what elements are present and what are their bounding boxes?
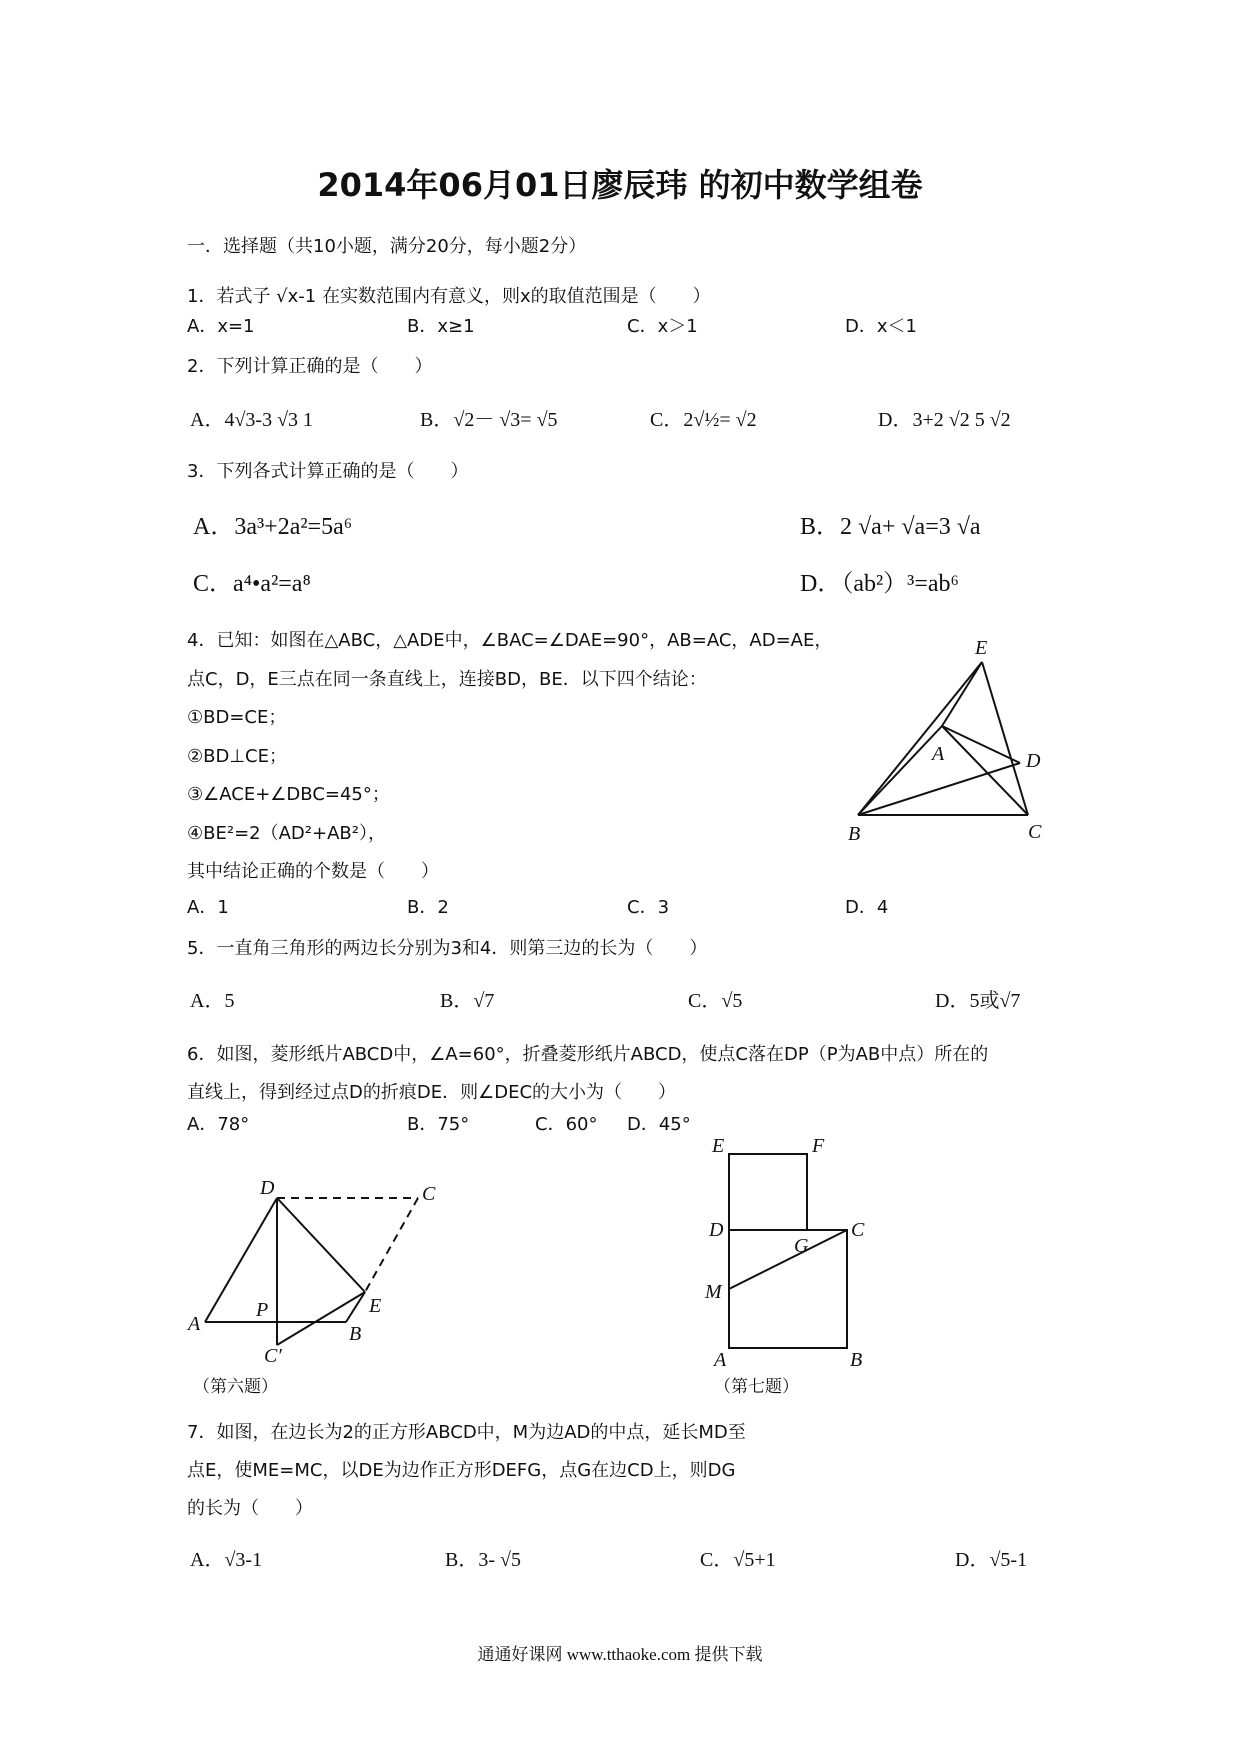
q4-line-1: 4．已知：如图在△ABC，△ADE中，∠BAC=∠DAE=90°，AB=AC，AD=AE， — [187, 630, 833, 651]
q7-option-a: A．√3-1 — [190, 1549, 263, 1571]
section-heading: 一．选择题（共10小题，满分20分，每小题2分） — [187, 236, 587, 257]
q4-conclusion-1: ①BD=CE； — [187, 707, 287, 728]
q5-option-c: C．√5 — [688, 990, 743, 1012]
q6-option-b: B．75° — [407, 1114, 470, 1135]
q4-option-b: B．2 — [407, 897, 449, 918]
q6-option-a: A．78° — [187, 1114, 250, 1135]
q4-label-d: D — [1026, 750, 1041, 772]
q1-option-c: C．x＞1 — [627, 316, 698, 337]
q3-option-b: B．2 √a+ √a=3 √a — [800, 514, 981, 540]
q6-label-c-prime: C′ — [264, 1345, 282, 1367]
q4-label-c: C — [1028, 821, 1042, 843]
q6-label-b: B — [349, 1323, 362, 1345]
q7-label-d: D — [709, 1219, 724, 1241]
q6-caption: （第六题） — [193, 1377, 278, 1396]
q7-line-2: 点E，使ME=MC，以DE为边作正方形DEFG，点G在边CD上，则DG — [187, 1460, 736, 1481]
q4-conclusion-2: ②BD⊥CE； — [187, 746, 287, 767]
q2-option-d: D．3+2 √2 5 √2 — [878, 409, 1011, 431]
q2-option-c: C．2√½= √2 — [650, 409, 757, 431]
q5-option-d: D．5或√7 — [935, 990, 1021, 1012]
q2-option-b: B．√2－ √3= √5 — [420, 409, 558, 431]
q3-stem: 3．下列各式计算正确的是（ ） — [187, 461, 469, 482]
q6-label-d: D — [260, 1177, 275, 1199]
q6-label-e: E — [369, 1295, 382, 1317]
q7-label-f: F — [812, 1135, 825, 1157]
q4-label-b: B — [848, 823, 861, 845]
q4-option-a: A．1 — [187, 897, 229, 918]
q6-line-1: 6．如图，菱形纸片ABCD中，∠A=60°，折叠菱形纸片ABCD，使点C落在DP（P为AB中点）所在的 — [187, 1044, 989, 1065]
page-title: 2014年06月01日廖辰玮 的初中数学组卷 — [317, 166, 923, 204]
q6-label-a: A — [188, 1313, 201, 1335]
q6-line-2: 直线上，得到经过点D的折痕DE．则∠DEC的大小为（ ） — [187, 1082, 677, 1103]
q4-label-e: E — [975, 637, 988, 659]
q4-conclusion-3: ③∠ACE+∠DBC=45°； — [187, 784, 390, 805]
q1-stem: 1．若式子 √x-1 在实数范围内有意义，则x的取值范围是（ ） — [187, 286, 711, 307]
q4-option-c: C．3 — [627, 897, 670, 918]
q7-line-3: 的长为（ ） — [187, 1498, 313, 1519]
q3-option-c: C．a⁴•a²=a⁸ — [193, 571, 311, 597]
q4-line-2: 点C，D，E三点在同一条直线上，连接BD，BE．以下四个结论： — [187, 669, 707, 690]
q3-option-d: D．（ab²）³=ab⁶ — [800, 571, 959, 597]
q4-question: 其中结论正确的个数是（ ） — [187, 861, 439, 882]
q7-caption: （第七题） — [714, 1377, 799, 1396]
q7-label-m: M — [705, 1281, 722, 1303]
q6-label-c: C — [422, 1183, 436, 1205]
q7-label-b: B — [850, 1349, 863, 1371]
q3-option-a: A．3a³+2a²=5a⁶ — [193, 514, 353, 540]
q5-stem: 5．一直角三角形的两边长分别为3和4．则第三边的长为（ ） — [187, 938, 708, 959]
q7-label-e: E — [712, 1135, 725, 1157]
q5-option-a: A．5 — [190, 990, 235, 1012]
q7-option-b: B．3- √5 — [445, 1549, 521, 1571]
q4-conclusion-4: ④BE²=2（AD²+AB²）， — [187, 823, 386, 844]
footer-source: 通通好课网 www.tthaoke.com 提供下载 — [477, 1645, 763, 1664]
q1-option-a: A．x=1 — [187, 316, 255, 337]
q6-label-p: P — [256, 1299, 269, 1321]
q5-option-b: B．√7 — [440, 990, 495, 1012]
q7-option-d: D．√5-1 — [955, 1549, 1028, 1571]
q7-label-g: G — [794, 1235, 809, 1257]
q1-option-b: B．x≥1 — [407, 316, 475, 337]
q7-line-1: 7．如图，在边长为2的正方形ABCD中，M为边AD的中点，延长MD至 — [187, 1422, 746, 1443]
q2-stem: 2．下列计算正确的是（ ） — [187, 356, 433, 377]
q7-label-a: A — [714, 1349, 727, 1371]
q2-option-a: A．4√3-3 √3 1 — [190, 409, 314, 431]
q6-option-c: C．60° — [535, 1114, 598, 1135]
q7-label-c: C — [851, 1219, 865, 1241]
q4-option-d: D．4 — [845, 897, 889, 918]
q4-label-a: A — [932, 743, 945, 765]
q7-option-c: C．√5+1 — [700, 1549, 776, 1571]
q6-option-d: D．45° — [627, 1114, 691, 1135]
q1-option-d: D．x＜1 — [845, 316, 917, 337]
